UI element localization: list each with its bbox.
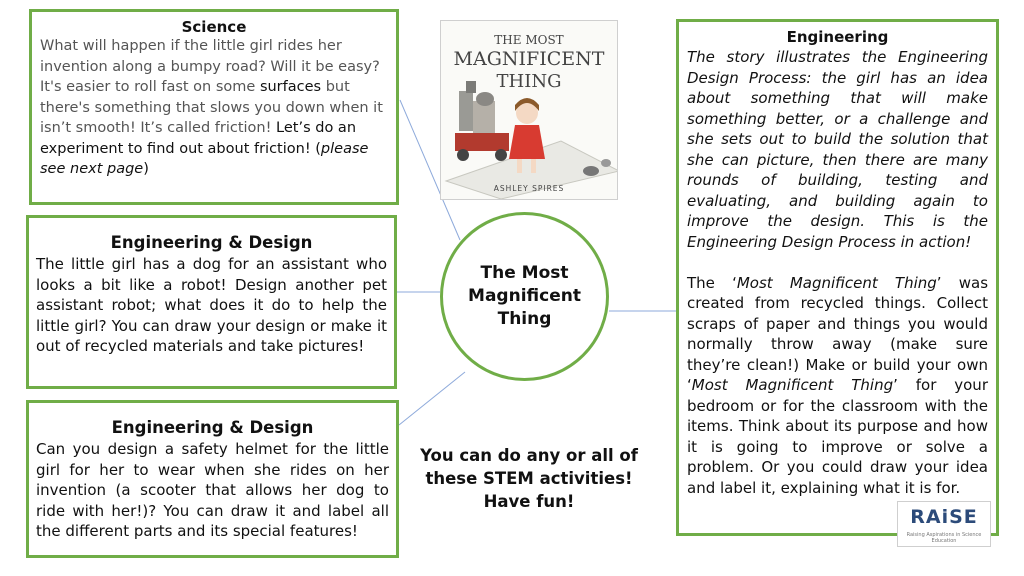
- science-text: [40, 36, 388, 180]
- science-text-part: but there's something that slows you down when it isn’t smooth! It’s called friction!: [40, 79, 383, 136]
- engineering-para-2-part: ’ for your bedroom or for the classroom with the items. Think about its purpose and how it is going to improve or solve a problem. Or you could draw your idea and label it, explaining what it is for.: [687, 376, 988, 497]
- engineering-para-2: [687, 273, 988, 499]
- science-box: [29, 9, 399, 205]
- book-author: ASHLEY SPIRES: [493, 184, 565, 193]
- tagline: You can do any or all of these STEM activities! Have fun!: [420, 446, 638, 511]
- book-title-line-3: THING: [496, 71, 562, 92]
- raise-logo: [897, 501, 991, 547]
- book-cover: [440, 20, 618, 200]
- science-text-part: Let’s do an experiment to find out about friction! (: [40, 120, 357, 157]
- science-text-part: What will happen if the little girl rides her invention along a bumpy road? Will it be easy? It's easier to roll fast on some: [40, 38, 380, 95]
- engineering-box: [676, 19, 999, 536]
- book-illustration: [441, 21, 618, 200]
- engineering-design-heading-1: Engineering & Design: [110, 233, 313, 252]
- engineering-design-text-2: Can you design a safety helmet for the little girl for her to wear when she rides on her invention (a scooter that allows her dog to ride with her!)? You can draw it and label all the different parts and its special features!: [36, 440, 389, 540]
- engineering-para-1: The story illustrates the Engineering Design Process: the girl has an idea about something that will make something better, or a challenge and she sets out to build the solution that she can picture, then there are many rounds of building, testing and evaluating, and building again to improve the design. This is the Engineering Design Process in action!: [687, 48, 988, 251]
- science-text-part: ): [143, 161, 149, 177]
- engineering-para-2-part: Most Magnificent Thing: [736, 273, 937, 292]
- book-title-line-1: THE MOST: [494, 33, 564, 47]
- engineering-heading: Engineering: [786, 28, 889, 46]
- engineering-design-text-1: The little girl has a dog for an assistant who looks a bit like a robot! Design another pet assistant robot; what does it do to help the little girl? You can draw your design or make it out of recycled materials and take pictures!: [36, 255, 387, 355]
- science-text-part: please see next page: [40, 140, 369, 177]
- center-title: The Most Magnificent Thing: [468, 263, 581, 329]
- paragraph-spacer: [687, 252, 988, 273]
- science-text-part: surfaces: [259, 79, 322, 95]
- engineering-design-heading-2: Engineering & Design: [111, 418, 314, 437]
- engineering-para-2-part: ’ was created from recycled things. Collect scraps of paper and things you would normally throw away (make sure they’re clean!) Make or build your own ‘: [687, 273, 989, 394]
- book-title-line-2: MAGNIFICENT: [453, 48, 605, 70]
- raise-logo-text: RAiSE: [910, 506, 978, 528]
- raise-logo-subtitle: Raising Aspirations in Science Education: [906, 532, 982, 544]
- engineering-design-box-1: [26, 215, 397, 389]
- connector-eng-design-2: [399, 372, 465, 425]
- center-circle: [440, 212, 609, 381]
- engineering-para-2-part: The ‘: [687, 273, 737, 292]
- engineering-design-box-2: [26, 400, 399, 558]
- engineering-para-2-part: Most Magnificent Thing: [691, 376, 894, 394]
- science-heading: Science: [181, 18, 247, 36]
